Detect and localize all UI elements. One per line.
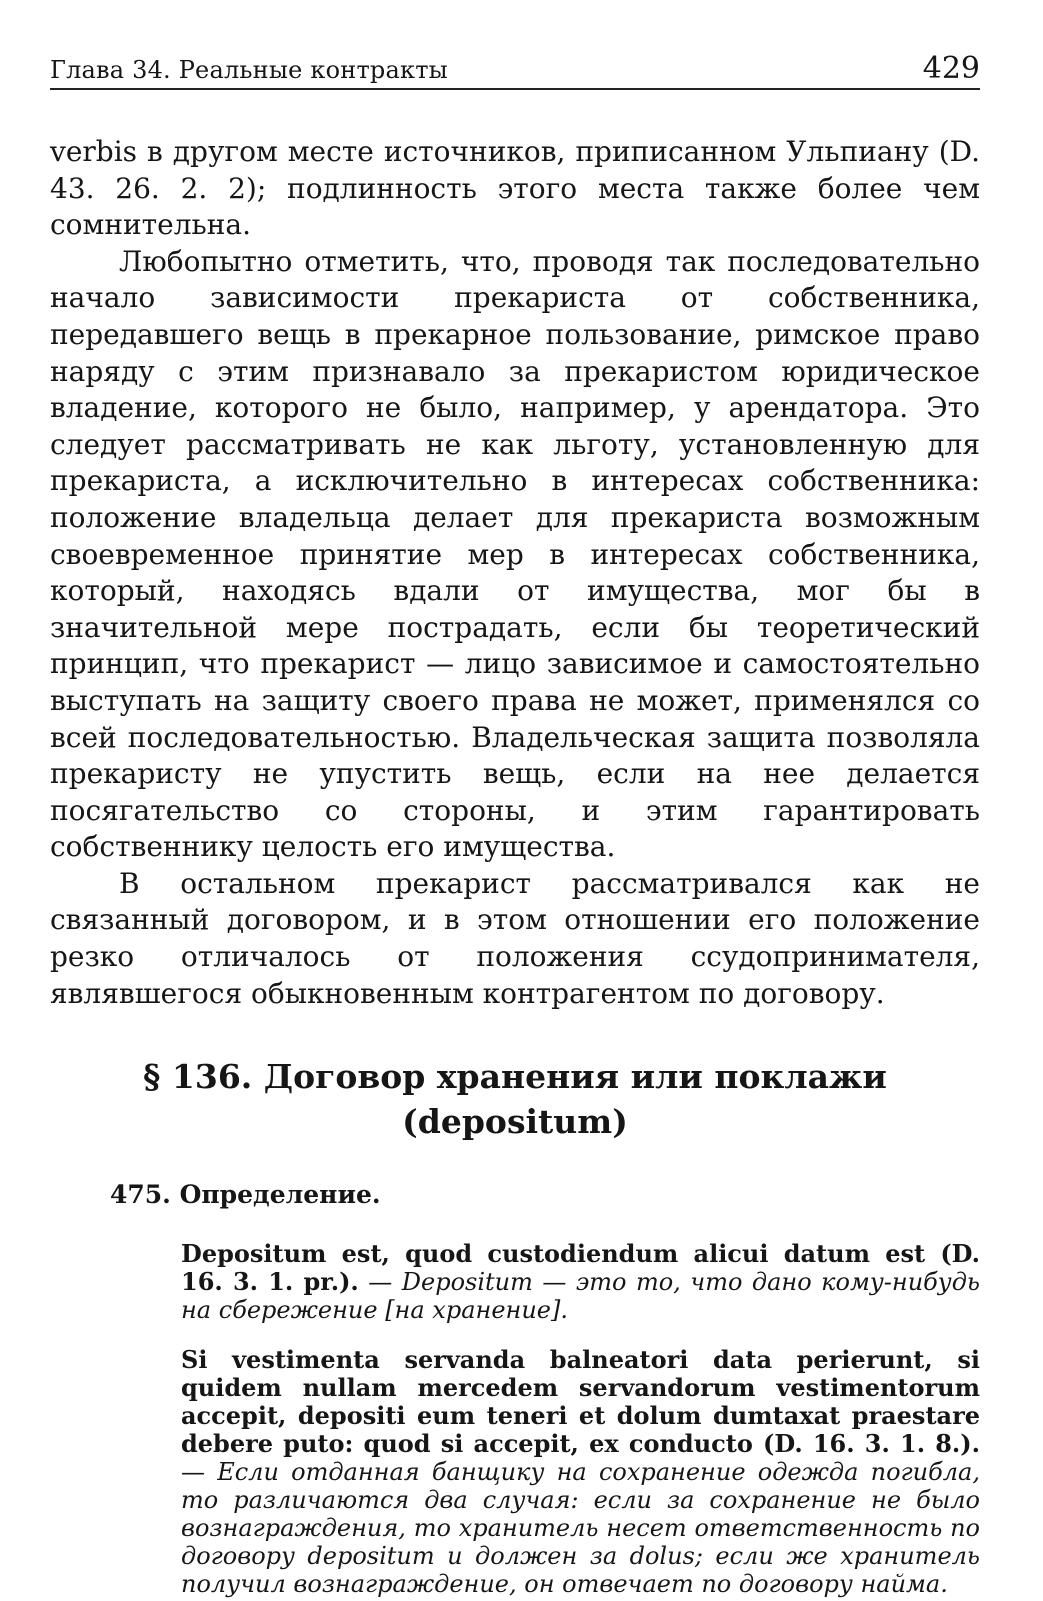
quote-bath-attendant (181, 1346, 980, 1598)
subsection-heading: 475. Определение. (110, 1180, 381, 1210)
quote-dash: — (181, 1458, 218, 1487)
running-header (50, 30, 980, 90)
quote-translation: Если отданная банщику на сохранение одежда погибла, то различаются два случая: если за сохранение не было вознаграждения, то хранитель несет ответственность по договору depositum и должен за dolus; если же хранитель получил вознаграждение, он отвечает по договору найма. (181, 1458, 980, 1599)
quote-definition (181, 1240, 980, 1324)
chapter-title: Глава 34. Реальные контракты (50, 56, 448, 84)
quote-dash: — (358, 1268, 402, 1297)
section-heading (50, 1054, 980, 1144)
paragraph-precarist-contract: В остальном прекарист рассматривался как не связанный договором, и в этом отношении его положение резко отличалось от положения ссудопринимателя, являвшегося обыкновенным контрагентом по договору. (50, 866, 980, 1010)
latin-quote: Si vestimenta servanda balneatori data perierunt, si quidem nullam mercedem servandorum vestimentorum accepit, depositi eum teneri et dolum dumtaxat praestare debere puto: quod si accepit, ex conducto (D. 16. 3. 1. 8.). (181, 1345, 980, 1459)
book-page (50, 30, 980, 1598)
section-heading-line-1: § 136. Договор хранения или поклажи (143, 1057, 887, 1097)
latin-quote: Depositum est, quod custodiendum alicui datum est (D. 16. 3. 1. pr.). (181, 1239, 980, 1297)
section-heading-line-2: (depositum) (402, 1102, 628, 1142)
page-number: 429 (922, 51, 980, 86)
paragraph-continuation: verbis в другом месте источников, приписанном Ульпиану (D. 43. 26. 2. 2); подлинность этого места также более чем сомнительна. (50, 135, 980, 242)
body-text (50, 134, 980, 1012)
paragraph-precarist-possession: Любопытно отметить, что, проводя так последовательно начало зависимости прекариста от собственника, передавшего вещь в прекарное пользование, римское право наряду с этим признавало за прекаристом юридическое владение, которого не было, например, у арендатора. Это следует рассматривать не как льготу, установленную для прекариста, а исключительно в интересах собственника: положение владельца делает для прекариста возможным своевременное принятие мер в интересах собственника, который, находясь вдали от имущества, мог бы в значительной мере пострадать, если бы теоретический принцип, что прекарист — лицо зависимое и самостоятельно выступать на защиту своего права не может, применялся со всей последовательностью. Владельческая защита позволяла прекаристу не упустить вещь, если на нее делается посягательство со стороны, и этим гарантировать собственнику целость его имущества. (50, 244, 980, 864)
quote-translation: Depositum — это то, что дано кому-нибудь на сбережение [на хранение]. (181, 1268, 981, 1325)
